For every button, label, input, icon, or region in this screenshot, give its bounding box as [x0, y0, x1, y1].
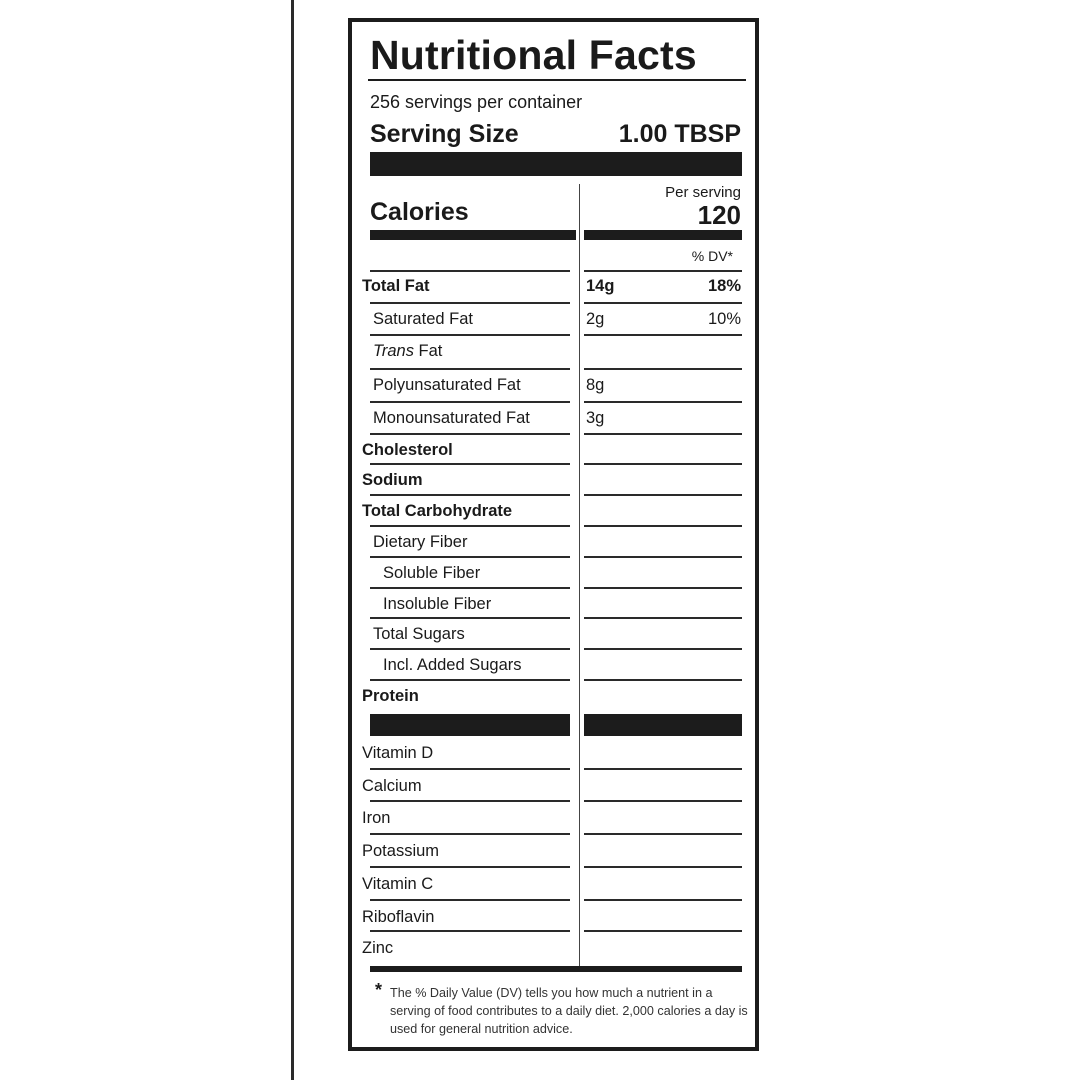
vitamin-name: Zinc: [362, 939, 394, 957]
vitamin-rule-right: [584, 866, 742, 868]
vitamins-bar-left: [370, 714, 570, 736]
nutrient-name: Total Fat: [362, 277, 430, 295]
vitamin-rule-left: [370, 866, 570, 868]
row-rule-left: [370, 270, 570, 272]
vitamin-name: Calcium: [362, 777, 422, 795]
nutrient-name: Total Sugars: [373, 625, 465, 643]
vitamin-name: Riboflavin: [362, 908, 435, 926]
vitamins-bar-right: [584, 714, 742, 736]
nutrient-name: Total Carbohydrate: [362, 502, 513, 520]
row-rule-left: [370, 401, 570, 403]
row-rule-left: [370, 679, 570, 681]
row-rule-right: [584, 494, 742, 496]
row-rule-right: [584, 587, 742, 589]
nutrient-name: Sodium: [362, 471, 423, 489]
row-rule-right: [584, 270, 742, 272]
nutrient-amount: 2g: [586, 310, 605, 328]
nutrient-name: Dietary Fiber: [373, 533, 468, 551]
row-rule-left: [370, 302, 570, 304]
vitamin-rule-left: [370, 768, 570, 770]
nutrient-name: Insoluble Fiber: [383, 595, 492, 613]
row-rule-right: [584, 648, 742, 650]
per-serving-label: Per serving: [665, 184, 741, 201]
vitamin-rule-right: [584, 899, 742, 901]
nutrient-name: Incl. Added Sugars: [383, 656, 522, 674]
nutrient-name-italic: Trans: [373, 342, 414, 360]
footnote-star: *: [375, 980, 383, 1000]
nutrient-name: Polyunsaturated Fat: [373, 376, 521, 394]
row-rule-right: [584, 679, 742, 681]
vitamin-rule-left: [370, 800, 570, 802]
vitamin-name: Iron: [362, 809, 391, 827]
vitamin-rule-right: [584, 930, 742, 932]
vitamin-rule-right: [584, 800, 742, 802]
row-rule-left: [370, 556, 570, 558]
nutrient-name: Monounsaturated Fat: [373, 409, 530, 427]
row-rule-left: [370, 463, 570, 465]
row-rule-right: [584, 463, 742, 465]
vitamin-name: Vitamin D: [362, 744, 434, 762]
nutrient-name: Saturated Fat: [373, 310, 473, 328]
calories-label: Calories: [370, 198, 469, 226]
footnote-text: The % Daily Value (DV) tells you how much a nutrient in a serving of food contributes to a daily diet. 2,000 calories a day is used for general nutrition advice.: [390, 986, 748, 1036]
page-edge-line: [291, 0, 294, 1080]
row-rule-left: [370, 334, 570, 336]
row-rule-right: [584, 433, 742, 435]
row-rule-right: [584, 368, 742, 370]
calories-bar-left: [370, 230, 576, 240]
nutrient-name: Soluble Fiber: [383, 564, 481, 582]
vitamin-rule-left: [370, 930, 570, 932]
row-rule-left: [370, 494, 570, 496]
row-rule-right: [584, 556, 742, 558]
vitamin-rule-left: [370, 833, 570, 835]
row-rule-left: [370, 433, 570, 435]
vitamin-rule-left: [370, 899, 570, 901]
vitamin-rule-right: [584, 833, 742, 835]
nutrient-amount: 8g: [586, 376, 605, 394]
nutrient-daily-value: 18%: [707, 277, 741, 295]
nutrient-name: [373, 342, 442, 361]
label-title: Nutritional Facts: [370, 32, 697, 78]
row-rule-left: [370, 648, 570, 650]
row-rule-right: [584, 401, 742, 403]
vitamin-name: Potassium: [362, 842, 440, 860]
serving-size-value: 1.00 TBSP: [618, 120, 741, 148]
nutrient-amount: 3g: [586, 409, 605, 427]
nutrient-daily-value: 10%: [707, 310, 741, 328]
row-rule-left: [370, 368, 570, 370]
serving-size-bar: [370, 152, 742, 176]
column-divider: [579, 184, 580, 971]
calories-bar-right: [584, 230, 742, 240]
vitamin-name: Vitamin C: [362, 875, 434, 893]
daily-value-header: % DV*: [691, 248, 733, 264]
row-rule-left: [370, 525, 570, 527]
nutrient-name-rest: Fat: [413, 342, 443, 360]
footnote-bar: [370, 966, 742, 972]
nutrition-label: [348, 18, 759, 1051]
vitamin-rule-right: [584, 768, 742, 770]
calories-value: 120: [697, 200, 741, 230]
servings-per-container: 256 servings per container: [370, 92, 583, 112]
row-rule-right: [584, 302, 742, 304]
serving-size-label: Serving Size: [370, 120, 519, 148]
row-rule-right: [584, 334, 742, 336]
nutrient-name: Cholesterol: [362, 441, 453, 459]
row-rule-left: [370, 587, 570, 589]
nutrient-name: Protein: [362, 687, 419, 705]
row-rule-left: [370, 617, 570, 619]
row-rule-right: [584, 525, 742, 527]
nutrient-amount: 14g: [586, 277, 615, 295]
row-rule-right: [584, 617, 742, 619]
title-rule: [368, 79, 746, 81]
